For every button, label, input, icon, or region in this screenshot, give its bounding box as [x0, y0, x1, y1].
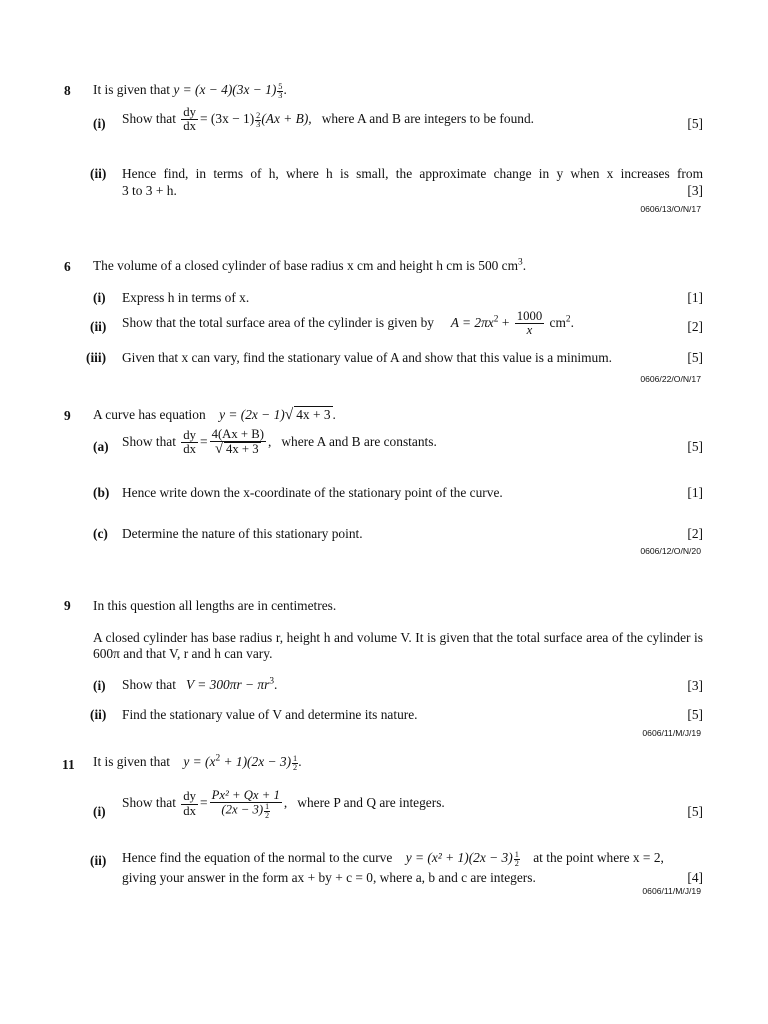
marks: [3] [687, 678, 703, 693]
part-label: (i) [93, 804, 106, 819]
part-text: Show that $\frac{dy}{dx}$ = (3x − 1) $\frac{2}{3}$ (Ax + B), where A and B are integers to be found. [122, 105, 535, 134]
paper-reference: 0606/11/M/J/19 [642, 886, 701, 896]
paper-reference: 0606/13/O/N/17 [640, 204, 701, 214]
part-label: (i) [93, 678, 106, 693]
marks: [5] [687, 116, 703, 131]
part-label: (c) [93, 526, 108, 541]
marks: [2] [687, 526, 703, 541]
part-text: Show that $\frac{dy}{dx}$ = Px² + Qx + 1 (2x − 3) $\frac{1}{2}$ , where P and Q are integers. [122, 788, 445, 820]
part-label: (i) [93, 290, 106, 305]
question-number: 8 [64, 83, 71, 98]
part-label: (ii) [90, 707, 107, 722]
paper-reference: 0606/12/O/N/20 [640, 546, 701, 556]
marks: [5] [687, 804, 703, 819]
part-text: Given that x can vary, find the stationary value of A and show that this value is a minimum. [122, 350, 613, 365]
part-text: Express h in terms of x. [122, 290, 250, 305]
part-text: Show that $V = 300\pi r - \pi r^3$. [122, 676, 278, 692]
part-text-cont: giving your answer in the form ax + by + c = 0, where a, b and c are integers. [122, 870, 536, 885]
part-text: Hence find, in terms of h, where h is small, the approximate change in y when x increases from [122, 166, 703, 181]
question-number: 6 [64, 259, 71, 274]
part-text-cont: 3 to 3 + h. [122, 183, 177, 198]
question-number: 9 [64, 408, 71, 423]
question-intro: It is given that $y = (x^2 + 1)(2x - 3)$ $\frac{1}{2}$ . [93, 753, 302, 773]
part-text: Hence write down the x-coordinate of the stationary point of the curve. [122, 485, 503, 500]
question-intro: In this question all lengths are in centimetres. [93, 598, 337, 613]
part-label: (a) [93, 439, 109, 454]
marks: [4] [687, 870, 703, 885]
marks: [5] [687, 707, 703, 722]
question-intro: The volume of a closed cylinder of base radius x cm and height h cm is 500 $cm^3$. [93, 257, 527, 273]
marks: [2] [687, 319, 703, 334]
marks: [1] [687, 290, 703, 305]
marks: [1] [687, 485, 703, 500]
part-text: Find the stationary value of V and determine its nature. [122, 707, 418, 722]
question-number: 11 [62, 757, 75, 772]
marks: [5] [687, 439, 703, 454]
paper-reference: 0606/11/M/J/19 [642, 728, 701, 738]
part-label: (ii) [90, 853, 107, 868]
part-text: Hence find the equation of the normal to the curve y = (x² + 1)(2x − 3) $\frac{1}{2}$ at the point where x = 2, [122, 850, 664, 869]
part-label: (ii) [90, 319, 107, 334]
part-text: Determine the nature of this stationary point. [122, 526, 363, 541]
question-paragraph: A closed cylinder has base radius r, height h and volume V. It is given that the total surface area of the cylinder is 600π and that V, r and h can vary. [93, 630, 703, 661]
part-text: Show that the total surface area of the cylinder is given by $A = 2\pi x^2$ + $\frac{1000}{x}$ $cm^2$. [122, 309, 574, 338]
paper-reference: 0606/22/O/N/17 [640, 374, 701, 384]
marks: [3] [687, 183, 703, 198]
question-intro: A curve has equation y = (2x − 1)√ 4x + 3 . [93, 406, 336, 423]
part-label: (ii) [90, 166, 107, 181]
part-label: (b) [93, 485, 110, 500]
question-number: 9 [64, 598, 71, 613]
part-label: (iii) [86, 350, 107, 365]
part-label: (i) [93, 116, 106, 131]
marks: [5] [687, 350, 703, 365]
question-intro: It is given that y = (x − 4)(3x − 1) $\frac{5}{3}$ . [93, 82, 287, 101]
part-text: Show that $\frac{dy}{dx}$ = $\frac{4(Ax + B)}{√ 4x + 3}$ , where A and B are constants. [122, 427, 437, 458]
